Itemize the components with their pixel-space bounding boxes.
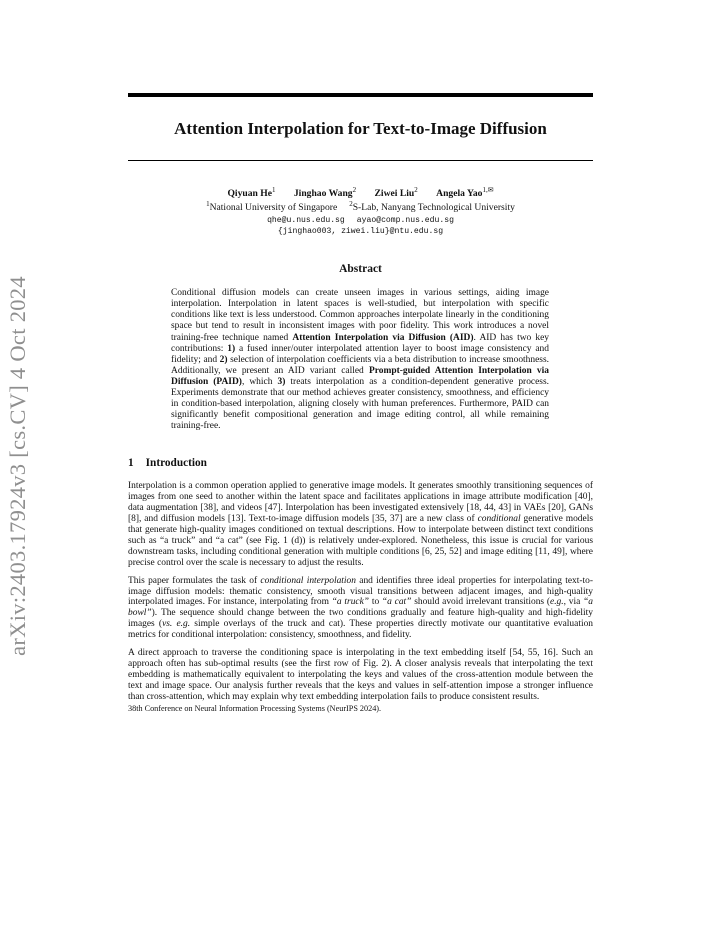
intro-paragraph-1: Interpolation is a common operation applied to generative image models. It generates smoothly transitioning sequences of images from one seed to another within the latent space and facilitates applications in image attribute modification [40], data augmentation [38], and videos [47]. Interpolation has been investigated extensively [18, 44, 43] in VAEs [20], GANs [8], and diffusion models [13]. Text-to-image diffusion models [35, 37] are a new class of conditional generative models that generate high-quality images conditioned on textual descriptions. How to interpolate between distinct text conditions such as “a truck” and “a cat” (see Fig. 1 (d)) is relatively under-explored. Nonetheless, this issue is crucial for various downstream tasks, including conditional generation with multiple conditions [6, 25, 52] and image editing [11, 49], where precise control over the scale is necessary to adjust the results. [128,481,594,568]
affiliations [128,200,593,215]
author-block [128,185,593,238]
title-bottom-rule [128,160,593,161]
author-3: Ziwei Liu$^2$ [374,185,418,199]
conference-footnote: 38th Conference on Neural Information Processing Systems (NeurIPS 2024). [128,703,382,713]
intro-paragraph-3: A direct approach to traverse the conditioning space is interpolating in the text embedding itself [54, 55, 16]. Such an approach often has sub-optimal results (see the first row of Fig. 2). A closer analysis reveals that interpolating the text embedding is mathematically equivalent to interpolating the keys and values of the cross-attention module between the text and image space. Our analysis further reveals that the keys and values in self-attention impose a stronger influence than cross-attention, which may explain why text embedding interpolation fails to produce consistent results. [128,648,593,702]
author-names [128,185,593,200]
abstract-heading: Abstract [339,263,382,276]
paper-title: Attention Interpolation for Text-to-Image Diffusion [174,119,547,138]
envelope-icon: ✉ [487,185,494,194]
intro-paragraph-2: This paper formulates the task of conditional interpolation and identifies three ideal properties for interpolating text-to-image diffusion models: thematic consistency, smooth visual transitions between adjacent images, and high-quality interpolated images. For instance, interpolating from “a truck” to “a cat” should avoid irrelevant transitions (e.g., via “a bowl”). The sequence should change between the two conditions gradually and feature high-quality and high-fidelity images (vs. e.g. simple overlays of the truck and cat). These properties directly motivate our quantitative evaluation metrics for conditional interpolation: consistency, smoothness, and fidelity. [128,575,594,641]
section-title: Introduction [145,457,207,470]
affiliation-1: $^1$National University of Singapore [206,200,338,214]
section-heading-introduction [128,457,593,469]
paper-page [128,93,593,714]
email-1: qhe@u.nus.edu.sg [267,215,345,225]
email-line-2 [128,226,593,238]
abstract-text: Conditional diffusion models can create unseen images in various settings, aiding image interpolation. Interpolation in latent spaces is well-studied, but interpolation with specific conditions like text is less understood. Common approaches interpolate linearly in the conditioning space but tend to result in inconsistent images with poor fidelity. This work introduces a novel training-free technique named Attention Interpolation via Diffusion (AID). AID has two key contributions: 1) a fused inner/outer interpolated attention layer to boost image consistency and fidelity; and 2) selection of interpolation coefficients via a beta distribution to increase smoothness. Additionally, we present an AID variant called Prompt-guided Attention Interpolation via Diffusion (PAID), which 3) treats interpolation as a condition-dependent generative process. Experiments demonstrate that our method achieves greater consistency, smoothness, and efficiency in condition-based interpolation, aligning closely with human preferences. Furthermore, PAID can significantly benefit compositional generation and image editing control, all while remaining training-free. [171,288,550,432]
email-2: ayao@comp.nus.edu.sg [356,215,454,225]
email-3: {jinghao003, ziwei.liu}@ntu.edu.sg [277,227,444,237]
email-line-1 [128,215,593,227]
title-top-rule [128,93,593,97]
author-4: Angela Yao$^{1,✉}$ [436,185,494,199]
arxiv-identifier-text: arXiv:2403.17924v3 [cs.CV] 4 Oct 2024 [5,276,30,656]
affiliation-2: $^2$S-Lab, Nanyang Technological University [349,200,515,214]
section-number: 1 [128,457,134,470]
author-1: Qiyuan He$^1$ [227,185,276,199]
author-2: Jinghao Wang$^2$ [293,185,357,199]
